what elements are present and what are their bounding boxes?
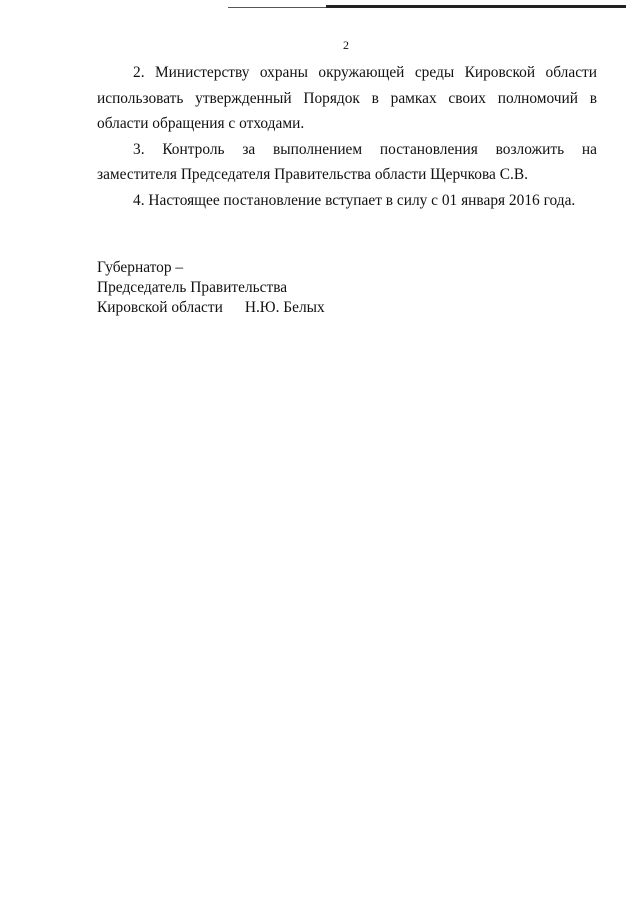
paragraph-3: 3. Контроль за выполнением постановления возложить на заместителя Председателя Правительства области Щерчкова С.В.: [97, 140, 597, 183]
paragraph-2: 2. Министерству охраны окружающей среды Кировской области использовать утвержденный Порядок в рамках своих полномочий в области обращения с отходами.: [97, 64, 597, 132]
signature-title-line1: Губернатор –: [97, 259, 184, 276]
signature-region: Кировской области: [97, 299, 223, 316]
scan-edge-line: [228, 7, 328, 8]
paragraph-4: 4. Настоящее постановление вступает в силу с 01 января 2016 года.: [133, 191, 576, 209]
signature-title-line2: Председатель Правительства: [97, 279, 288, 296]
page-number: 2: [343, 38, 349, 52]
scan-edge-line: [326, 5, 626, 8]
signature-title-line3: [97, 298, 325, 318]
signatory-name: Н.Ю. Белых: [244, 299, 325, 316]
signature-block: [97, 258, 325, 318]
document-body: [97, 60, 597, 213]
